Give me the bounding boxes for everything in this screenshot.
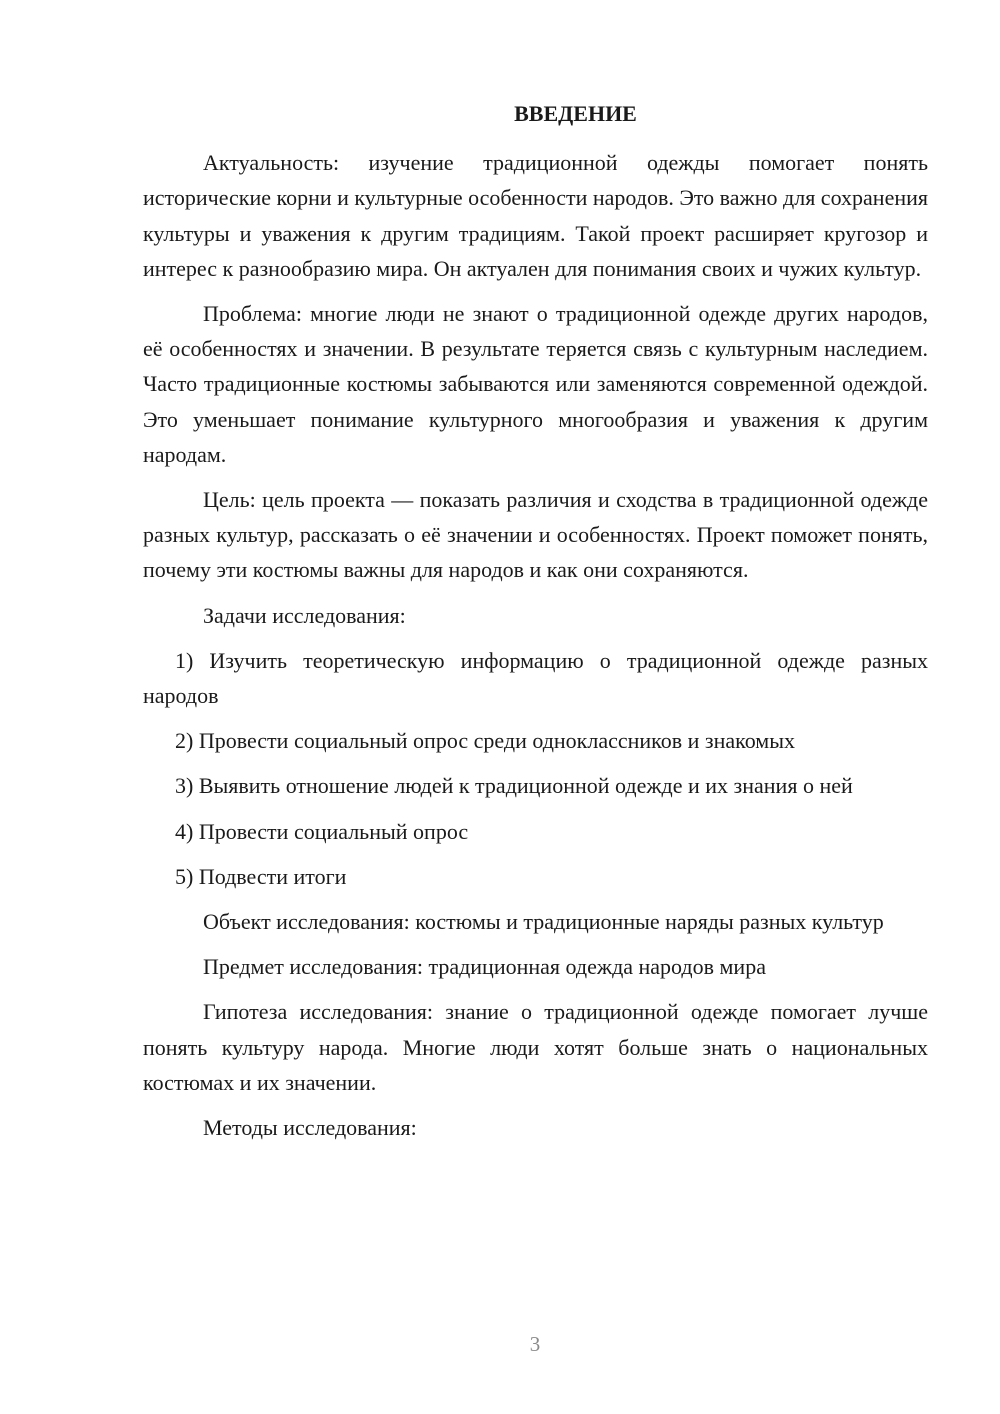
goal-paragraph: Цель: цель проекта — показать различия и сходства в традиционной одежде разных культур, рассказать о её значении и особенностях. Проект поможет понять, почему эти костюмы важны для народов и как они сохраняются. <box>143 487 928 583</box>
section-heading: ВВЕДЕНИЕ <box>514 101 637 126</box>
task-item: 1) Изучить теоретическую информацию о традиционной одежде разных народов <box>143 647 928 709</box>
methods-title: Методы исследования: <box>203 1115 417 1141</box>
page-number: 3 <box>529 1332 541 1356</box>
relevance-paragraph: Актуальность: изучение традиционной одежды помогает понять исторические корни и культурные особенности народов. Это важно для сохранения культуры и уважения к другим традициям. Такой проект расширяет кругозор и интерес к разнообразию мира. Он актуален для понимания своих и чужих культур. <box>143 150 928 281</box>
subject-paragraph: Предмет исследования: традиционная одежда народов мира <box>203 954 766 980</box>
object-paragraph: Объект исследования: костюмы и традиционные наряды разных культур <box>203 909 884 935</box>
task-item: 3) Выявить отношение людей к традиционной одежде и их знания о ней <box>175 773 853 799</box>
problem-paragraph: Проблема: многие люди не знают о традиционной одежде других народов, её особенностях и значении. В результате теряется связь с культурным наследием. Часто традиционные костюмы забываются или заменяются современной одеждой. Это уменьшает понимание культурного многообразия и уважения к другим народам. <box>143 301 928 467</box>
tasks-title: Задачи исследования: <box>203 602 406 628</box>
page-content <box>143 96 928 1155</box>
task-item: 4) Провести социальный опрос <box>175 818 469 844</box>
task-item: 5) Подвести итоги <box>175 863 347 889</box>
hypothesis-paragraph: Гипотеза исследования: знание о традиционной одежде помогает лучше понять культуру народа. Многие люди хотят больше знать о национальных костюмах и их значении. <box>143 999 928 1095</box>
task-item: 2) Провести социальный опрос среди одноклассников и знакомых <box>175 728 795 754</box>
